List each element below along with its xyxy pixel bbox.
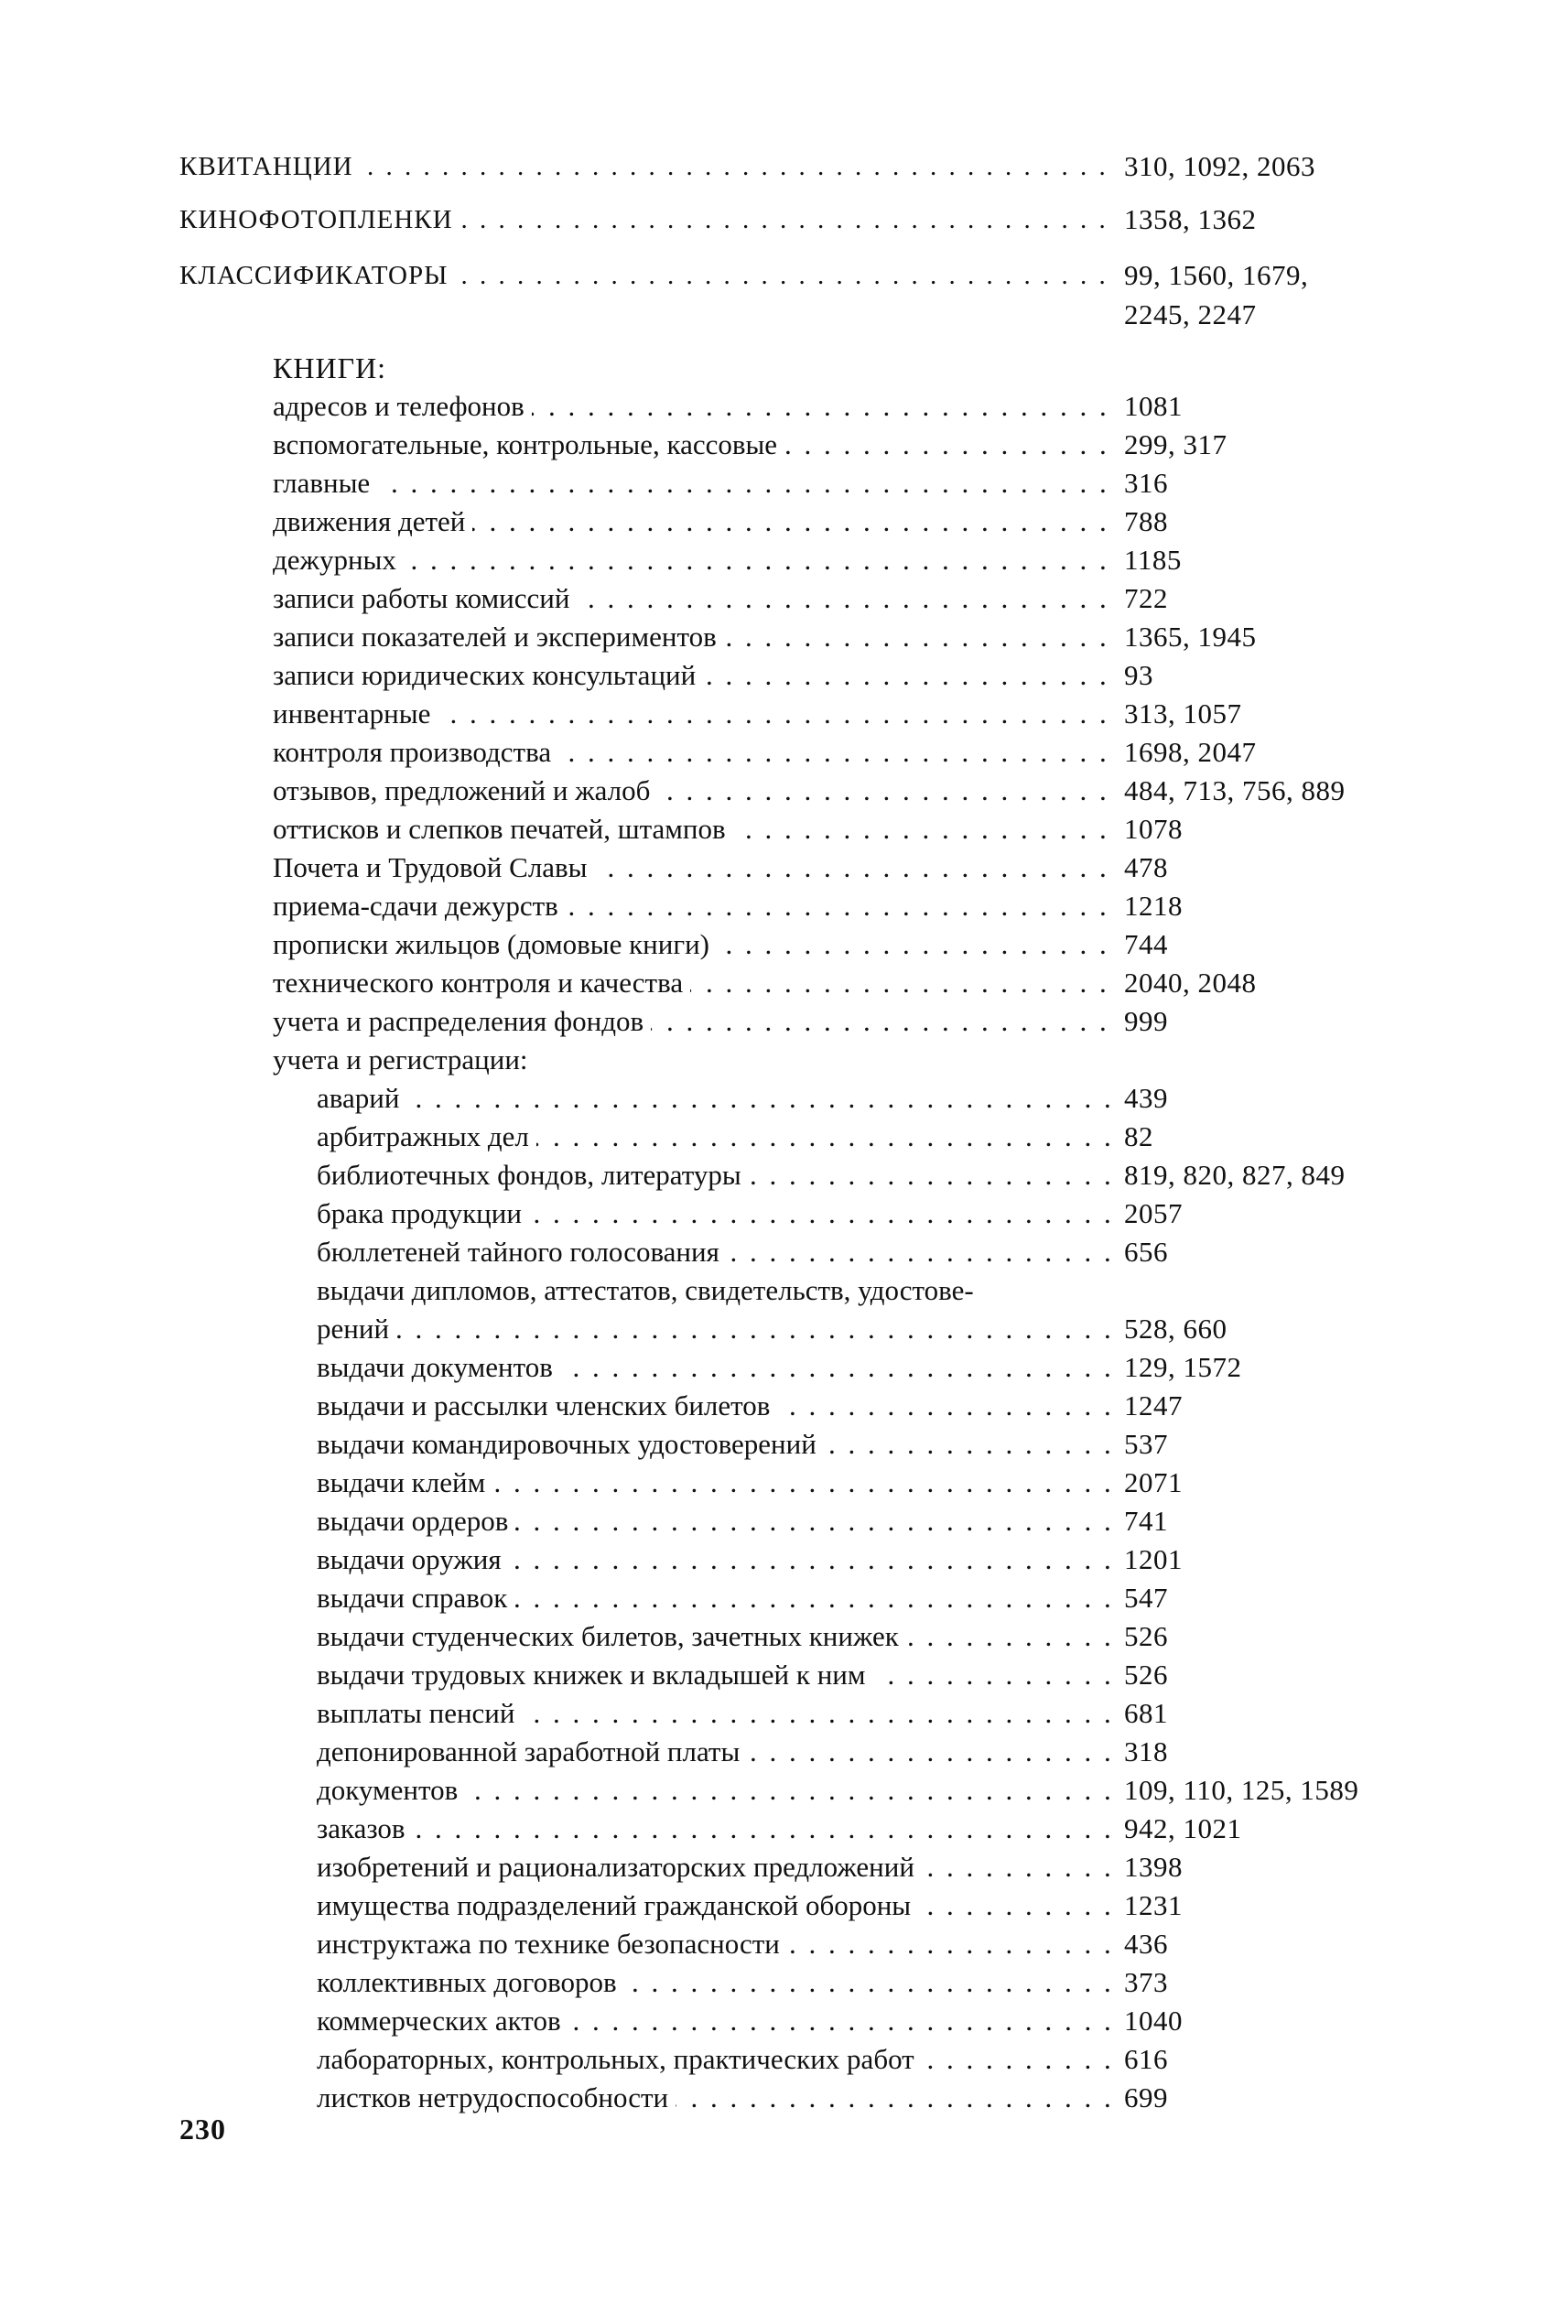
- entry-pages: 318: [1124, 1735, 1168, 1767]
- index-entry: [0, 1847, 1568, 1887]
- entry-pages: 547: [1124, 1582, 1168, 1614]
- entry-term: инструктажа по технике безопасности: [317, 1928, 787, 1960]
- entry-term: учета и распределения фондов: [273, 1005, 651, 1037]
- entry-pages: 1081: [1124, 390, 1183, 422]
- entry-term: арбитражных дел: [317, 1120, 536, 1152]
- index-entry: [0, 1578, 1568, 1618]
- entry-pages: 526: [1124, 1659, 1168, 1691]
- index-entry: [0, 809, 1568, 849]
- entry-term: листков нетрудоспособности: [317, 2081, 676, 2113]
- entry-term: выдачи клейм: [317, 1466, 492, 1498]
- index-entry: [0, 1540, 1568, 1580]
- index-entry: [0, 255, 1568, 296]
- entry-term: выдачи ордеров: [317, 1505, 515, 1537]
- entry-pages: 373: [1124, 1966, 1168, 1998]
- entry-term: Почета и Трудовой Славы: [273, 851, 595, 883]
- entry-term: коллективных договоров: [317, 1966, 624, 1998]
- index-entry: [0, 1655, 1568, 1695]
- entry-pages: 616: [1124, 2043, 1168, 2075]
- entry-pages: 1231: [1124, 1889, 1183, 1921]
- entry-term: имущества подразделений гражданской обороны: [317, 1889, 918, 1921]
- entry-term: прописки жильцов (домовые книги): [273, 928, 717, 960]
- index-entry: [0, 1117, 1568, 1157]
- entry-term-line1: выдачи дипломов, аттестатов, свидетельств, удостове-: [317, 1274, 981, 1306]
- entry-term: дежурных: [273, 544, 404, 576]
- entry-term: КИНОФОТОПЛЕНКИ: [179, 205, 460, 234]
- entry-term: контроля производства: [273, 736, 558, 768]
- index-entry: [0, 425, 1568, 465]
- page-number: 230: [179, 2113, 226, 2146]
- index-entry: [0, 1732, 1568, 1772]
- entry-pages: 439: [1124, 1082, 1168, 1114]
- entry-pages: 681: [1124, 1697, 1168, 1729]
- entry-pages: 819, 820, 827, 849: [1124, 1159, 1346, 1191]
- subsection-heading: [0, 1040, 1568, 1080]
- index-entry: [0, 1194, 1568, 1234]
- entry-pages: 526: [1124, 1620, 1168, 1652]
- entry-term: лабораторных, контрольных, практических работ: [317, 2043, 922, 2075]
- entry-term: выдачи справок: [317, 1582, 514, 1614]
- entry-pages: 999: [1124, 1005, 1168, 1037]
- entry-pages: 528, 660: [1124, 1313, 1227, 1345]
- index-entry: [0, 1924, 1568, 1964]
- entry-term: КВИТАНЦИИ: [179, 152, 361, 181]
- index-entry: [0, 200, 1568, 240]
- entry-pages: 1358, 1362: [1124, 203, 1257, 235]
- entry-pages: 656: [1124, 1236, 1168, 1268]
- entry-pages: 1040: [1124, 2005, 1183, 2037]
- entry-pages: 313, 1057: [1124, 697, 1242, 730]
- index-entry: [0, 1693, 1568, 1734]
- index-entry: [0, 1424, 1568, 1465]
- index-entry: [0, 502, 1568, 542]
- index-entry-first-line: [0, 1270, 1568, 1311]
- entry-pages: 537: [1124, 1428, 1168, 1460]
- entry-pages: 744: [1124, 928, 1168, 960]
- index-entry: [0, 1463, 1568, 1503]
- entry-pages: 2057: [1124, 1197, 1183, 1229]
- index-entry: [0, 732, 1568, 773]
- entry-term: брака продукции: [317, 1197, 529, 1229]
- index-entry-continuation: [0, 295, 1568, 335]
- entry-term: рений: [317, 1313, 396, 1345]
- index-entry: [0, 1309, 1568, 1349]
- entry-term: выдачи трудовых книжек и вкладышей к ним: [317, 1659, 873, 1691]
- index-entry: [0, 886, 1568, 926]
- entry-pages: 109, 110, 125, 1589: [1124, 1774, 1359, 1806]
- index-entry: [0, 924, 1568, 965]
- entry-pages: 2040, 2048: [1124, 967, 1257, 999]
- entry-term: КЛАССИФИКАТОРЫ: [179, 261, 455, 290]
- entry-term: записи показателей и экспериментов: [273, 621, 724, 653]
- entry-term: выдачи командировочных удостоверений: [317, 1428, 824, 1460]
- entry-term: изобретений и рационализаторских предложений: [317, 1851, 922, 1883]
- entry-pages: 1218: [1124, 890, 1183, 922]
- entry-pages: 1247: [1124, 1389, 1183, 1421]
- entry-term: заказов: [317, 1812, 413, 1844]
- entry-term: записи работы комиссий: [273, 582, 577, 614]
- entry-term: документов: [317, 1774, 465, 1806]
- entry-pages: 1201: [1124, 1543, 1183, 1575]
- entry-pages: 316: [1124, 467, 1168, 499]
- entry-term: главные: [273, 467, 377, 499]
- index-entry: [0, 1155, 1568, 1195]
- index-entry: [0, 1809, 1568, 1849]
- entry-term: депонированной заработной платы: [317, 1735, 747, 1767]
- index-entry: [0, 848, 1568, 888]
- entry-term: технического контроля и качества: [273, 967, 690, 999]
- entry-pages: 1698, 2047: [1124, 736, 1257, 768]
- entry-pages: 1398: [1124, 1851, 1183, 1883]
- entry-term: вспомогательные, контрольные, кассовые: [273, 428, 784, 460]
- entry-pages: 788: [1124, 505, 1168, 537]
- entry-pages: 2245, 2247: [1124, 298, 1257, 330]
- entry-term: выдачи документов: [317, 1351, 560, 1383]
- entry-term: приема-сдачи дежурств: [273, 890, 566, 922]
- index-entry: [0, 1386, 1568, 1426]
- index-entry: [0, 1001, 1568, 1042]
- index-entry: [0, 617, 1568, 657]
- index-entry: [0, 1616, 1568, 1657]
- index-entry: [0, 1886, 1568, 1926]
- entry-pages: 699: [1124, 2081, 1168, 2113]
- index-entry: [0, 963, 1568, 1003]
- registration-heading: учета и регистрации:: [273, 1043, 535, 1076]
- index-entry: [0, 1962, 1568, 2003]
- index-entry: [0, 1232, 1568, 1272]
- entry-pages: 99, 1560, 1679,: [1124, 259, 1309, 291]
- entry-term: бюллетеней тайного голосования: [317, 1236, 727, 1268]
- index-entry: [0, 1770, 1568, 1811]
- entry-pages: 478: [1124, 851, 1168, 883]
- index-entry: [0, 146, 1568, 187]
- entry-pages: 1078: [1124, 813, 1183, 845]
- entry-term: выдачи и рассылки членских билетов: [317, 1389, 777, 1421]
- entry-pages: 1365, 1945: [1124, 621, 1257, 653]
- entry-term: отзывов, предложений и жалоб: [273, 774, 657, 806]
- entry-pages: 1185: [1124, 544, 1182, 576]
- entry-term: аварий: [317, 1082, 406, 1114]
- section-heading: [0, 348, 1568, 388]
- entry-pages: 299, 317: [1124, 428, 1227, 460]
- index-entry: [0, 1078, 1568, 1119]
- entry-term: адресов и телефонов: [273, 390, 532, 422]
- entry-term: выплаты пенсий: [317, 1697, 523, 1729]
- entry-pages: 942, 1021: [1124, 1812, 1242, 1844]
- index-entry: [0, 771, 1568, 811]
- index-entry: [0, 540, 1568, 580]
- entry-term: выдачи студенческих билетов, зачетных книжек: [317, 1620, 906, 1652]
- entry-pages: 484, 713, 756, 889: [1124, 774, 1346, 806]
- index-entry: [0, 2039, 1568, 2080]
- entry-pages: 741: [1124, 1505, 1168, 1537]
- index-entry: [0, 2078, 1568, 2118]
- index-entry: [0, 578, 1568, 619]
- entry-pages: 93: [1124, 659, 1153, 691]
- index-entry: [0, 655, 1568, 696]
- books-heading: КНИГИ:: [273, 351, 394, 384]
- entry-term: коммерческих актов: [317, 2005, 568, 2037]
- entry-term: библиотечных фондов, литературы: [317, 1159, 749, 1191]
- entry-pages: 722: [1124, 582, 1168, 614]
- entry-pages: 129, 1572: [1124, 1351, 1242, 1383]
- index-entry: [0, 694, 1568, 734]
- entry-pages: 2071: [1124, 1466, 1183, 1498]
- entry-term: движения детей: [273, 505, 472, 537]
- index-entry: [0, 1347, 1568, 1388]
- index-entry: [0, 2001, 1568, 2041]
- entry-pages: 436: [1124, 1928, 1168, 1960]
- entry-term: оттисков и слепков печатей, штампов: [273, 813, 733, 845]
- entry-pages: 310, 1092, 2063: [1124, 150, 1315, 182]
- entry-term: записи юридических консультаций: [273, 659, 703, 691]
- index-entry: [0, 463, 1568, 503]
- entry-term: инвентарные: [273, 697, 438, 730]
- index-entry: [0, 386, 1568, 427]
- index-entry: [0, 1501, 1568, 1541]
- entry-term: выдачи оружия: [317, 1543, 509, 1575]
- entry-pages: 82: [1124, 1120, 1153, 1152]
